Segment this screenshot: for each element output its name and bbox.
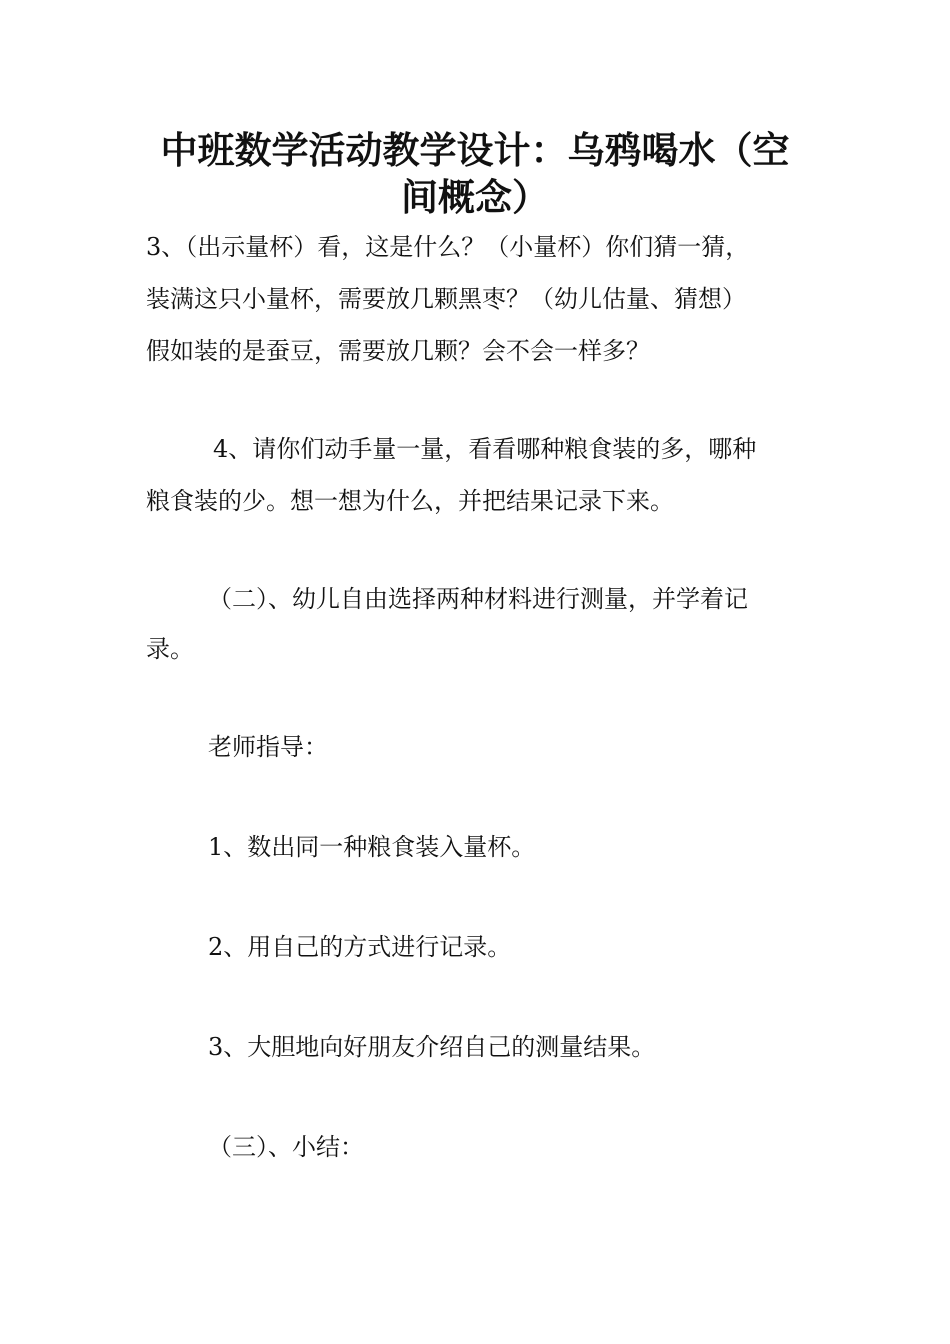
paragraph-line: 老师指导： — [208, 733, 328, 761]
paragraph-line: （三）、小结： — [208, 1133, 364, 1161]
paragraph-line: （二）、幼儿自由选择两种材料进行测量，并学着记 — [208, 585, 748, 613]
paragraph-line: 装满这只小量杯，需要放几颗黑枣？（幼儿估量、猜想） — [146, 285, 746, 313]
paragraph-line: 假如装的是蚕豆，需要放几颗？会不会一样多？ — [146, 337, 650, 365]
paragraph-line: 1、数出同一种粮食装入量杯。 — [208, 833, 536, 861]
paragraph-line: 录。 — [146, 635, 194, 663]
paragraph-line: 3、（出示量杯）看，这是什么？（小量杯）你们猜一猜， — [146, 233, 750, 261]
paragraph-line: 3、大胆地向好朋友介绍自己的测量结果。 — [208, 1033, 656, 1061]
paragraph-line: 粮食装的少。想一想为什么，并把结果记录下来。 — [146, 487, 674, 515]
paragraph-line: 4、请你们动手量一量，看看哪种粮食装的多，哪种 — [213, 435, 757, 463]
document-title-line-2: 间概念） — [401, 176, 549, 219]
paragraph-line: 2、用自己的方式进行记录。 — [208, 933, 512, 961]
document-title-line-1: 中班数学活动教学设计：乌鸦喝水（空 — [160, 129, 790, 172]
